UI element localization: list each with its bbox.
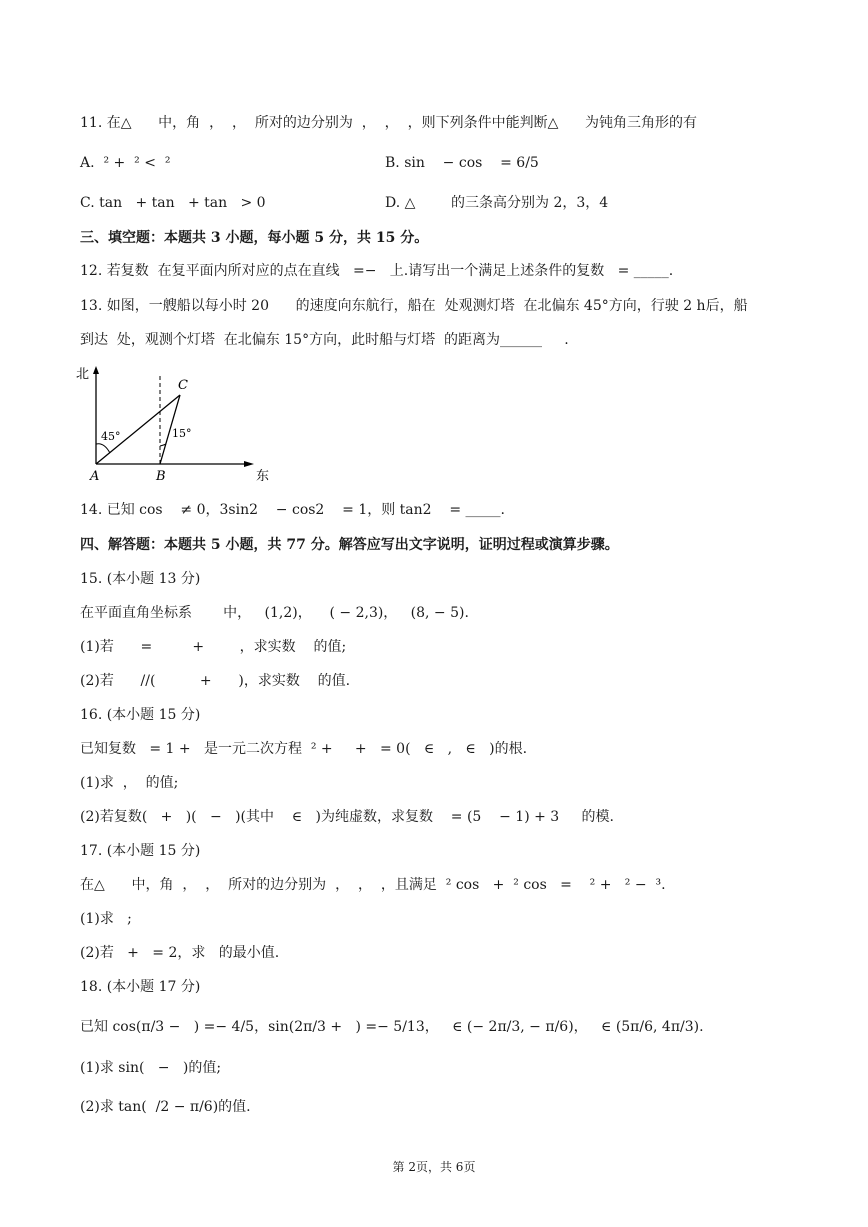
point-b-label: B [156,469,166,484]
point-a-label: A [90,469,100,484]
question-12: 12. 若复数 在复平面内所对应的点在直线 =− 上.请写出一个满足上述条件的复数 = _____. [80,263,674,279]
question-15-header: 15. (本小题 13 分) [80,571,201,587]
option-11d: D. △ 的三条高分别为 2，3，4 [385,195,609,211]
option-11b: B. sin − cos = 6/5 [385,155,539,171]
question-18-header: 18. (本小题 17 分) [80,979,201,995]
north-label: 北 [76,367,90,382]
ship-lighthouse-diagram [76,362,286,487]
question-16-stem: 已知复数 = 1 + 是一元二次方程 ² + + = 0( ∈ , ∈ )的根. [80,741,528,757]
question-15-part2: (2)若 //( + )，求实数 的值. [80,673,351,689]
question-16-part2: (2)若复数( + )( − )(其中 ∈ )为纯虚数，求复数 = (5 − 1) + 3 的模. [80,809,614,825]
angle-45-label: 45° [101,430,121,443]
angle-15-label: 15° [172,427,192,440]
question-17-part1: (1)求 ; [80,911,132,927]
page-footer: 第 2页，共 6页 [392,1160,476,1174]
question-13-line2: 到达 处，观测个灯塔 在北偏东 15°方向，此时船与灯塔 的距离为______ . [80,332,569,348]
question-18-part2: (2)求 tan( /2 − π/6)的值. [80,1099,251,1115]
question-15-part1: (1)若 = + ，求实数 的值; [80,639,347,655]
question-14: 14. 已知 cos ≠ 0，3sin2 − cos2 = 1，则 tan2 = _____. [80,502,506,518]
question-15-stem: 在平面直角坐标系 中， (1,2)， ( − 2,3)， (8, − 5). [80,605,469,621]
question-18-part1: (1)求 sin( − )的值; [80,1060,222,1076]
question-17-header: 17. (本小题 15 分) [80,843,201,859]
question-17-stem: 在△ 中，角 ， ， 所对的边分别为 ， ， ，且满足 ² cos + ² cos = ² + ² − ³. [80,877,666,893]
question-16-part1: (1)求 ， 的值; [80,775,179,791]
question-18-stem: 已知 cos(π/3 − ) =− 4/5，sin(2π/3 + ) =− 5/13， ∈ (− 2π/3, − π/6)， ∈ (5π/6, 4π/3). [80,1019,704,1035]
section-3-heading: 三、填空题：本题共 3 小题，每小题 5 分，共 15 分。 [80,230,429,246]
question-13-line1: 13. 如图，一艘船以每小时 20 的速度向东航行，船在 处观测灯塔 在北偏东 45°方向，行驶 2 h后，船 [80,298,748,314]
east-label: 东 [256,469,270,484]
question-17-part2: (2)若 + = 2，求 的最小值. [80,945,280,961]
question-16-header: 16. (本小题 15 分) [80,707,201,723]
point-c-label: C [178,378,188,393]
option-11a: A. ² + ² < ² [80,155,171,171]
option-11c: C. tan + tan + tan > 0 [80,195,266,211]
question-11: 11. 在△ 中，角 ， ， 所对的边分别为 ， ， ，则下列条件中能判断△ 为钝角三角形的有 [80,115,698,131]
section-4-heading: 四、解答题：本题共 5 小题，共 77 分。解答应写出文字说明，证明过程或演算步骤。 [80,537,619,553]
